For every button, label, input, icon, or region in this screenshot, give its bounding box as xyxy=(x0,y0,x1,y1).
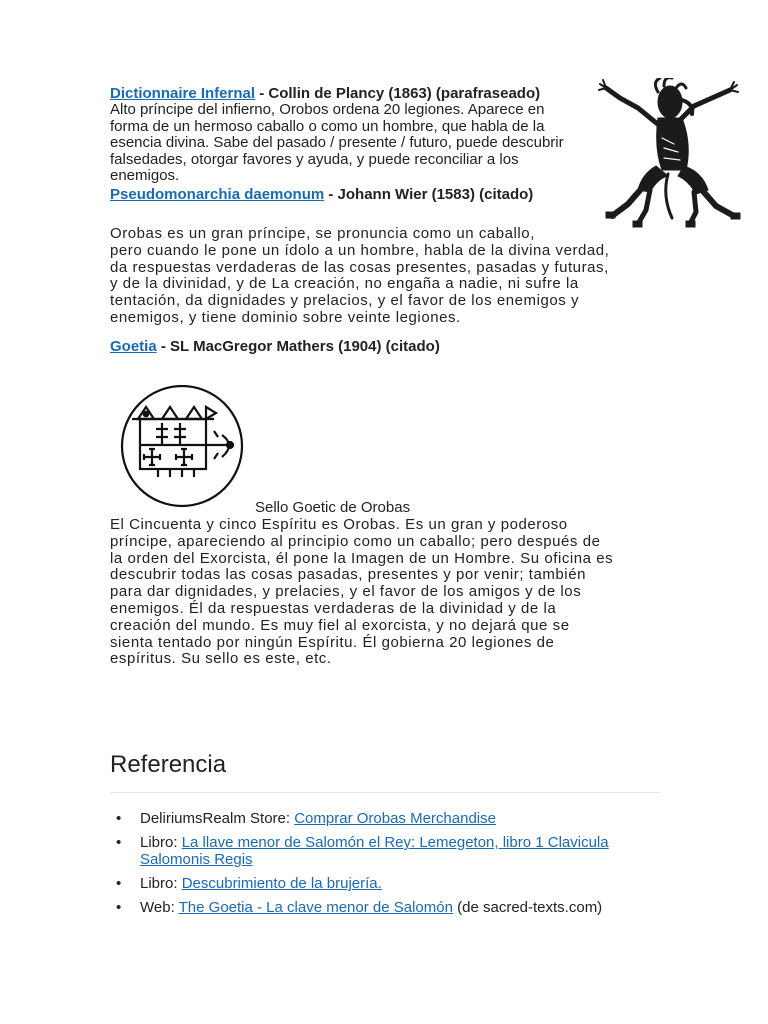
reference-item xyxy=(110,810,660,827)
reference-link-brujeria[interactable]: Descubrimiento de la brujería. xyxy=(181,875,382,892)
text-line: pero cuando le pone un ídolo a un hombre, habla de la divina verdad, xyxy=(110,241,610,259)
text-line: da respuestas verdaderas de las cosas presentes, pasadas y futuras, xyxy=(110,258,609,276)
text-line: la orden del Exorcista, él pone la Imagen de un Hombre. Su oficina es xyxy=(110,549,614,567)
text-line: falsedades, otorgar favores y ayuda, y puede reconciliar a los xyxy=(110,150,519,168)
text-line: Alto príncipe del infierno, Orobos ordena 20 legiones. Aparece en xyxy=(110,101,545,118)
reference-prefix: Libro: xyxy=(140,875,182,892)
goetia-paragraph xyxy=(110,517,613,668)
bullet: • xyxy=(116,810,122,827)
reference-item xyxy=(110,899,660,916)
wier-paragraph xyxy=(110,226,609,327)
text-line: sienta tentado por ningún Espíritu. Él gobierna 20 legiones de xyxy=(110,633,555,651)
text-line: esencia divina. Sabe del pasado / presente / futuro, puede descubrir xyxy=(110,134,564,152)
text-line: enemigos, y tiene dominio sobre veinte legiones. xyxy=(110,308,461,326)
text-line: príncipe, apareciendo al principio como un caballo; pero después de xyxy=(110,532,601,550)
source-credit: - SL MacGregor Mathers (1904) (citado) xyxy=(156,338,440,355)
bullet: • xyxy=(116,899,122,916)
source-heading-plancy xyxy=(110,85,540,102)
text-line: para dar dignidades, y prelacies, y el favor de los amigos y de los xyxy=(110,583,582,601)
references-heading: Referencia xyxy=(110,751,227,778)
text-line: espíritus. Su sello es este, etc. xyxy=(110,650,332,668)
text-line: enemigos. Él da respuestas verdaderas de la divinidad y de la xyxy=(110,599,557,617)
text-line: creación del mundo. Es muy fiel al exorcista, y no dejará que se xyxy=(110,616,570,634)
references-list xyxy=(110,810,660,923)
reference-prefix: Web: xyxy=(140,899,179,916)
goetia-link[interactable]: Goetia xyxy=(110,338,157,355)
text-line: y de la divinidad, y de La creación, no engaña a nadie, ni sufre la xyxy=(110,275,579,293)
bullet: • xyxy=(116,875,122,892)
source-credit: - Johann Wier (1583) (citado) xyxy=(324,186,534,203)
reference-item xyxy=(110,834,660,868)
text-line: El Cincuenta y cinco Espíritu es Orobas. Es un gran y poderoso xyxy=(110,516,568,533)
reference-link-merchandise[interactable]: Comprar Orobas Merchandise xyxy=(294,810,496,827)
reference-link-goetia-web[interactable]: The Goetia - La clave menor de Salomón xyxy=(178,899,453,916)
reference-suffix: (de sacred-texts.com) xyxy=(452,899,603,916)
source-heading-goetia xyxy=(110,338,440,355)
text-line: tentación, da dignidades y prelacios, y el favor de los enemigos y xyxy=(110,292,580,310)
orobas-seal-image xyxy=(118,385,248,509)
text-line: Orobas es un gran príncipe, se pronuncia como un caballo, xyxy=(110,225,535,242)
source-credit: - Collin de Plancy (1863) (parafraseado) xyxy=(255,85,541,102)
reference-prefix: DeliriumsRealm Store: xyxy=(140,810,295,827)
text-line: forma de un hermoso caballo o como un hombre, que habla de la xyxy=(110,117,545,135)
text-line: descubrir todas las cosas pasadas, presentes y por venir; también xyxy=(110,566,586,584)
pseudomonarchia-daemonum-link[interactable]: Pseudomonarchia daemonum xyxy=(110,186,325,203)
seal-caption: Sello Goetic de Orobas xyxy=(255,499,411,516)
orobas-illustration xyxy=(598,78,742,228)
dictionnaire-infernal-link[interactable]: Dictionnaire Infernal xyxy=(110,85,256,102)
bullet: • xyxy=(116,834,122,851)
text-line: enemigos. xyxy=(110,167,180,185)
source-heading-wier xyxy=(110,186,533,203)
reference-prefix: Libro: xyxy=(140,834,182,851)
reference-item xyxy=(110,875,660,892)
reference-link-lemegeton[interactable]: La llave menor de Salomón el Rey: Lemegeton, libro 1 Clavicula Salomonis Regis xyxy=(140,834,609,868)
plancy-paragraph xyxy=(110,102,590,185)
divider xyxy=(110,792,660,793)
